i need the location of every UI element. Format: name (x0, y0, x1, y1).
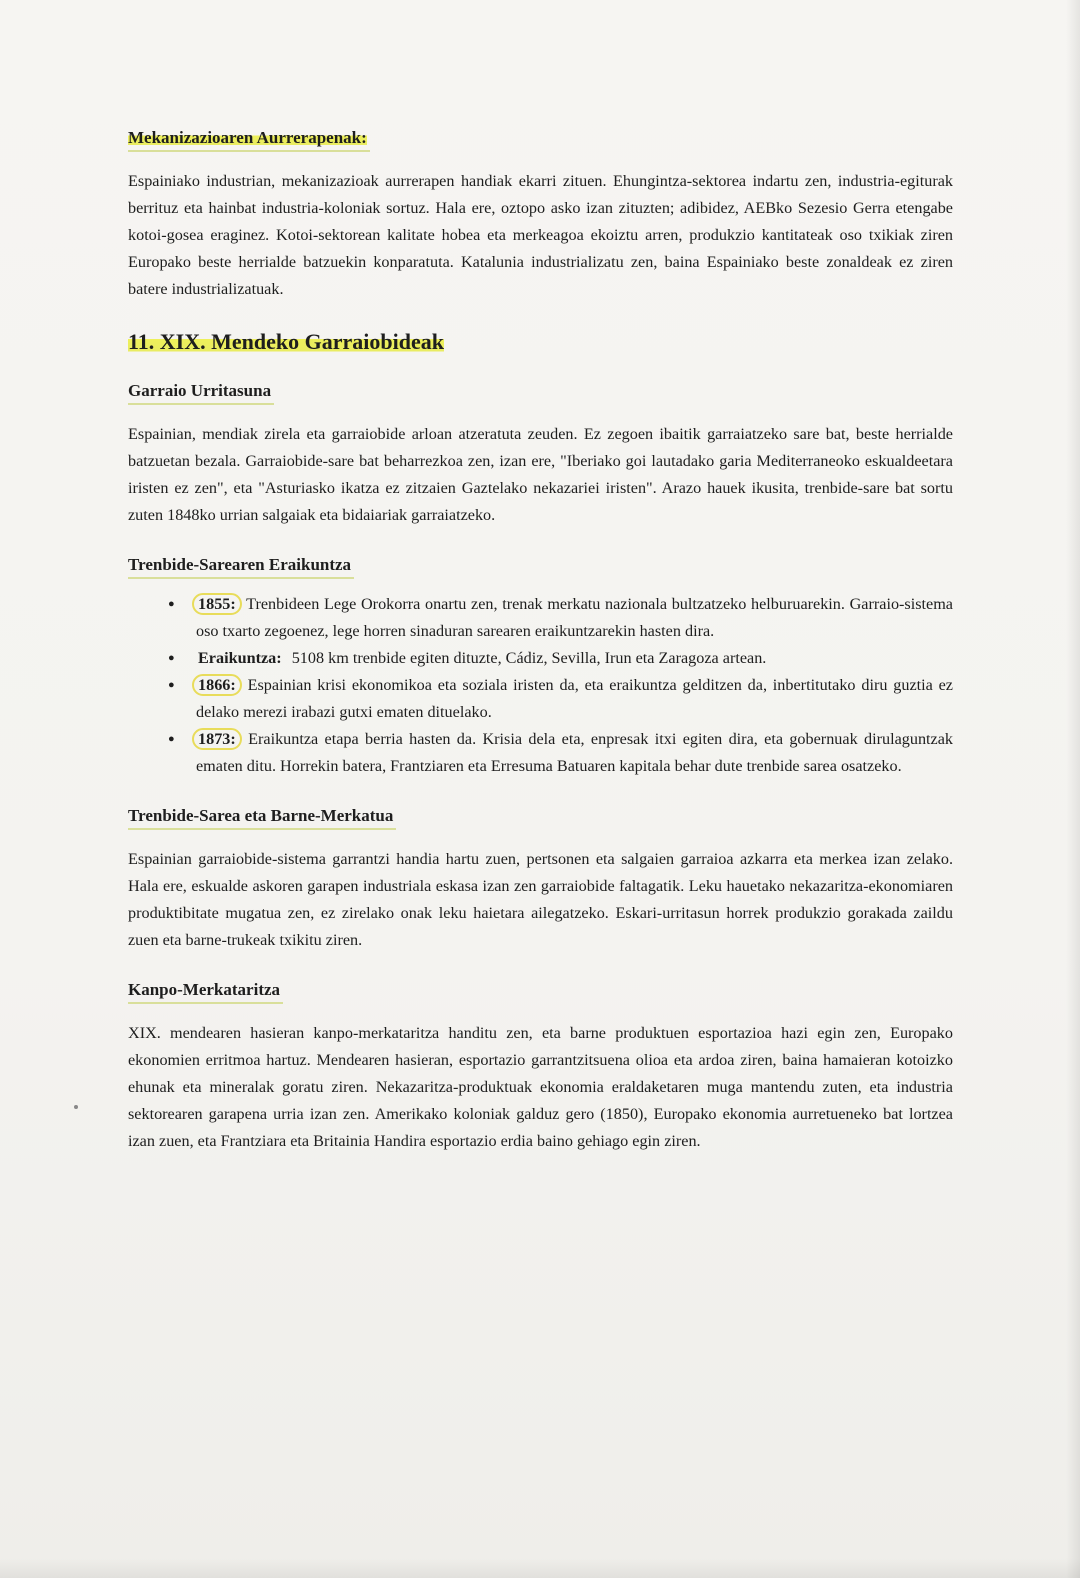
section-barne-merkatua (128, 806, 953, 954)
section-heading (128, 980, 283, 1004)
heading-text: Mekanizazioaren Aurrerapenak: (128, 128, 367, 147)
paragraph: Espainian garraiobide-sistema garrantzi handia hartu zuen, pertsonen eta salgaien garraioa azkarra eta merkea izan zelako. Hala ere, eskualde askoren garapen industriala eskasa izan zen garraiobide faltagatik. Leku hauetako nekazaritza-ekonomiaren produktibitate mugatua zen, ez zirelako onak leku haietara ailegatzeko. Eskari-urritasun horrek produkzio gorakada zaildu zuen eta barne-trukeak txikitu ziren. (128, 850, 953, 949)
heading-text: Kanpo-Merkataritza (128, 980, 281, 999)
section-heading (128, 806, 396, 830)
list-item (168, 672, 953, 726)
item-text: Espainian krisi ekonomikoa eta soziala iristen da, eta eraikuntza gelditzen da, inbertitutako diru guztia ez delako merezi irabazi gutxi ematen dituelako. (196, 676, 953, 721)
chapter-heading-block (128, 329, 953, 355)
heading-text: Trenbide-Sarearen Eraikuntza (128, 555, 352, 574)
page-edge-shadow (1066, 0, 1080, 1578)
section-heading (128, 128, 370, 152)
page-bottom-shadow (0, 1558, 1080, 1578)
item-text: 5108 km trenbide egiten dituzte, Cádiz, Sevilla, Irun eta Zaragoza artean. (291, 649, 767, 667)
section-heading (128, 381, 274, 405)
document-body (128, 128, 953, 1155)
section-heading (128, 555, 354, 579)
section-mekanizazioa (128, 128, 953, 303)
heading-text: Garraio Urritasuna (128, 381, 272, 400)
list-item (168, 645, 953, 672)
chapter-title-text: 11. XIX. Mendeko Garraiobideak (128, 329, 444, 354)
paragraph: XIX. mendearen hasieran kanpo-merkataritza handitu zen, eta barne produktuen esportazioa hazi egin zen, Europako ekonomien erritmoa hartuz. Mendearen hasieran, esportazio garrantzitsuena olioa eta ardoa ziren, baina hamaieran kotoizko ehunak eta mineralak goratu ziren. Nekazaritza-produktuak ekonomia eraldaketaren muga mantendu zuten, eta industria sektorearen garapena urria izan zen. Amerikako koloniak galduz gero (1850), Europako ekonomia aurretueneko bat lortzea izan zuen, eta Frantziara eta Britainia Handira esportazio erdia baino gehiago egin ziren. (128, 1024, 953, 1150)
margin-dot (74, 1105, 78, 1109)
bullet-list (128, 591, 953, 780)
list-item (168, 726, 953, 780)
item-lead: 1866: (192, 674, 242, 696)
section-kanpo-merkataritza (128, 980, 953, 1155)
item-lead: 1855: (192, 593, 242, 615)
paragraph: Espainian, mendiak zirela eta garraiobide arloan atzeratuta zeuden. Ez zegoen ibaitik garraiatzeko sare bat, beste herrialde batzuetan bezala. Garraiobide-sare bat beharrezkoa zen, izan ere, "Iberiako goi lautadako garia Mediterraneoko eskualdeetara iristen ez zen", eta "Asturiasko ikatza ez zitzaien Gaztelako nekazariei iristen". Arazo hauek ikusita, trenbide-sare bat sortu zuten 1848ko urrian salgaiak eta bidaiariak garraiatzeko. (128, 425, 953, 524)
section-garraio-urritasuna (128, 381, 953, 529)
paragraph: Espainiako industrian, mekanizazioak aurrerapen handiak ekarri zituen. Ehungintza-sektorea indartu zen, industria-egiturak berrituz eta hainbat industria-koloniak sortuz. Hala ere, oztopo asko izan zituzten; adibidez, AEBko Sezesio Gerra etengabe kotoi-gosea eraginez. Kotoi-sektorean kalitate hobea eta merkeagoa ekoiztu arren, produkzio kantitateak oso txikiak ziren Europako beste herrialde batzuekin konparatuta. Katalunia industrializatu zen, baina Espainiako beste zonaldeak ez ziren batere industrializatuak. (128, 172, 953, 298)
item-text: Eraikuntza etapa berria hasten da. Krisia dela eta, enpresak itxi egiten dira, eta gobernuak dirulaguntzak ematen ditu. Horrekin batera, Frantziaren eta Erresuma Batuaren kapitala behar dute trenbide sarea osatzeko. (196, 730, 953, 775)
chapter-title (128, 329, 444, 355)
item-lead: 1873: (192, 728, 242, 750)
heading-text: Trenbide-Sarea eta Barne-Merkatua (128, 806, 394, 825)
item-text: Trenbideen Lege Orokorra onartu zen, trenak merkatu nazionala bultzatzeko helburuarekin. Garraio-sistema oso txarto zegoenez, lege horren sinaduran sarearen eraikuntzarekin hasten dira. (196, 595, 953, 640)
item-lead: Eraikuntza: (198, 649, 282, 667)
list-item (168, 591, 953, 645)
section-trenbide-eraikuntza (128, 555, 953, 780)
